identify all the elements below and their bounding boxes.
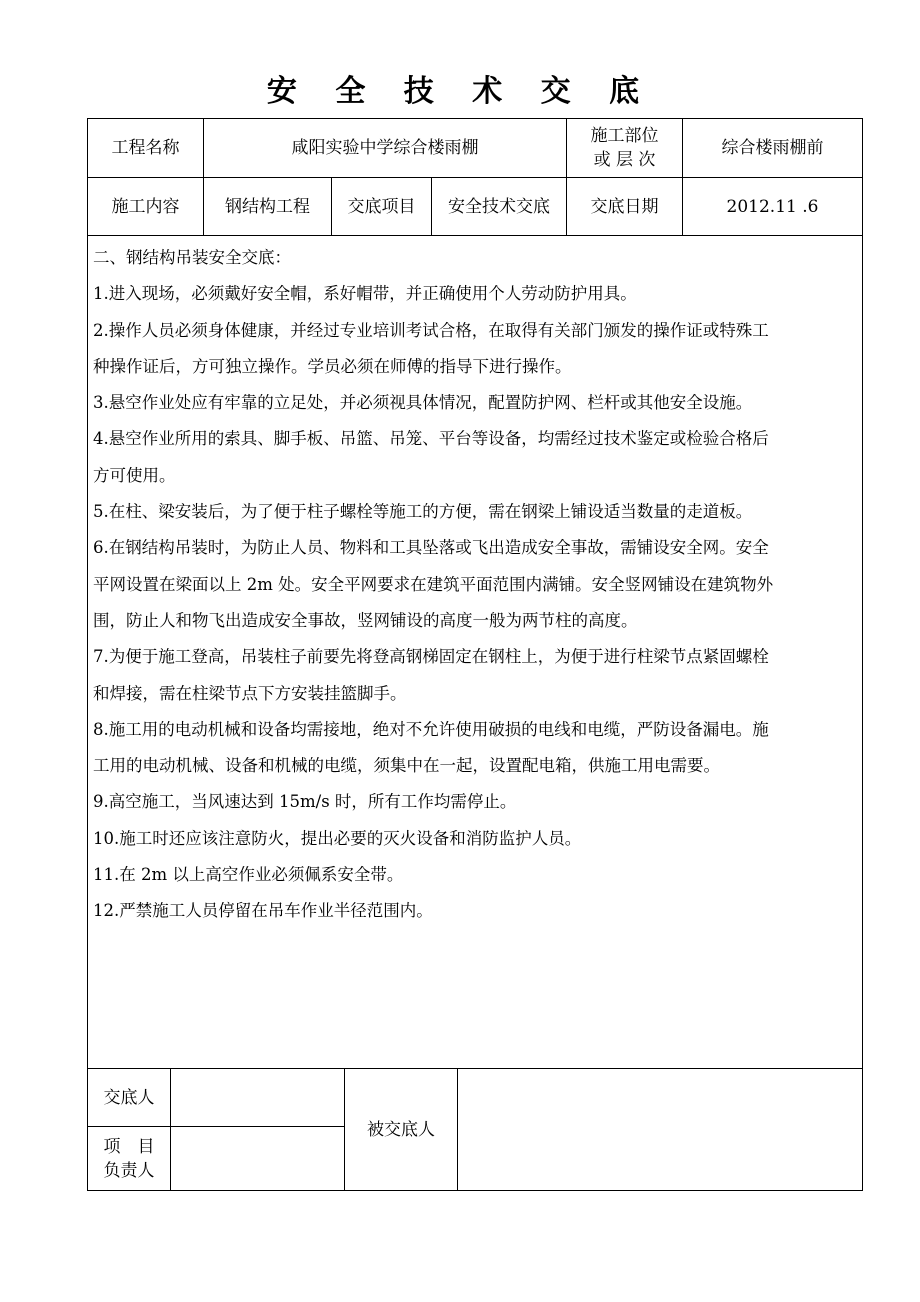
discloser-label: 交底人	[103, 1087, 155, 1108]
content-line: 11.在 2m 以上高空作业必须佩系安全带。	[93, 865, 404, 885]
content-line: 平网设置在梁面以上 2m 处。安全平网要求在建筑平面范围内满铺。安全竖网铺设在建筑物外	[93, 574, 774, 594]
content-line: 工用的电动机械、设备和机械的电缆，须集中在一起，设置配电箱，供施工用电需要。	[93, 756, 720, 776]
content-line: 10.施工时还应该注意防火，提出必要的灭火设备和消防监护人员。	[93, 828, 582, 848]
document-title: 安 全 技 术 交 底	[266, 74, 654, 109]
content-line: 4.悬空作业所用的索具、脚手板、吊篮、吊笼、平台等设备，均需经过技术鉴定或检验合格后	[93, 429, 769, 449]
content-line: 6.在钢结构吊装时，为防止人员、物料和工具坠落或飞出造成安全事故，需铺设安全网。安全	[93, 538, 769, 558]
content-line: 5.在柱、梁安装后，为了便于柱子螺栓等施工的方便，需在钢梁上铺设适当数量的走道板。	[93, 502, 753, 522]
content-line: 围，防止人和物飞出造成安全事故，竖网铺设的高度一般为两节柱的高度。	[93, 610, 638, 630]
item-label: 交底项目	[347, 196, 416, 217]
content-value: 钢结构工程	[225, 196, 310, 217]
location-label	[567, 119, 682, 177]
manager-label-line2: 负责人	[103, 1160, 155, 1181]
location-label-line2: 或 层 次	[593, 150, 656, 170]
content-line: 12.严禁施工人员停留在吊车作业半径范围内。	[93, 901, 433, 921]
row-divider-content	[87, 235, 863, 236]
manager-label-line1: 项 目	[103, 1136, 155, 1157]
manager-signature-field[interactable]	[171, 1127, 344, 1190]
project-name-value: 咸阳实验中学综合楼雨棚	[291, 138, 479, 158]
location-label-line1: 施工部位	[590, 126, 659, 146]
content-line: 9.高空施工，当风速达到 15m/s 时，所有工作均需停止。	[93, 792, 517, 812]
content-line: 3.悬空作业处应有牢靠的立足处，并必须视具体情况，配置防护网、栏杆或其他安全设施。	[93, 393, 753, 413]
item-value: 安全技术交底	[448, 196, 550, 217]
project-name-label: 工程名称	[111, 138, 180, 158]
recipient-signature-field[interactable]	[458, 1069, 862, 1190]
content-line: 2.操作人员必须身体健康，并经过专业培训考试合格，在取得有关部门颁发的操作证或特殊工	[93, 320, 769, 340]
content-line: 8.施工用的电动机械和设备均需接地，绝对不允许使用破损的电线和电缆，严防设备漏电。施	[93, 719, 769, 739]
content-line: 方可使用。	[93, 465, 176, 485]
disclosure-content	[93, 240, 857, 930]
content-line: 和焊接，需在柱梁节点下方安装挂篮脚手。	[93, 683, 407, 703]
content-label: 施工内容	[111, 196, 180, 217]
content-line: 1.进入现场，必须戴好安全帽，系好帽带，并正确使用个人劳动防护用具。	[93, 284, 637, 304]
date-label: 交底日期	[590, 196, 659, 217]
content-line: 二、钢结构吊装安全交底：	[93, 248, 291, 267]
content-line: 种操作证后，方可独立操作。学员必须在师傅的指导下进行操作。	[93, 356, 572, 376]
location-value: 综合楼雨棚前	[721, 138, 824, 158]
recipient-label: 被交底人	[367, 1119, 435, 1140]
content-line: 7.为便于施工登高，吊装柱子前要先将登高钢梯固定在钢柱上，为便于进行柱梁节点紧固螺栓	[93, 647, 769, 667]
date-value: 2012.11 .6	[726, 196, 819, 217]
discloser-signature-field[interactable]	[171, 1069, 344, 1126]
manager-label	[88, 1127, 170, 1190]
